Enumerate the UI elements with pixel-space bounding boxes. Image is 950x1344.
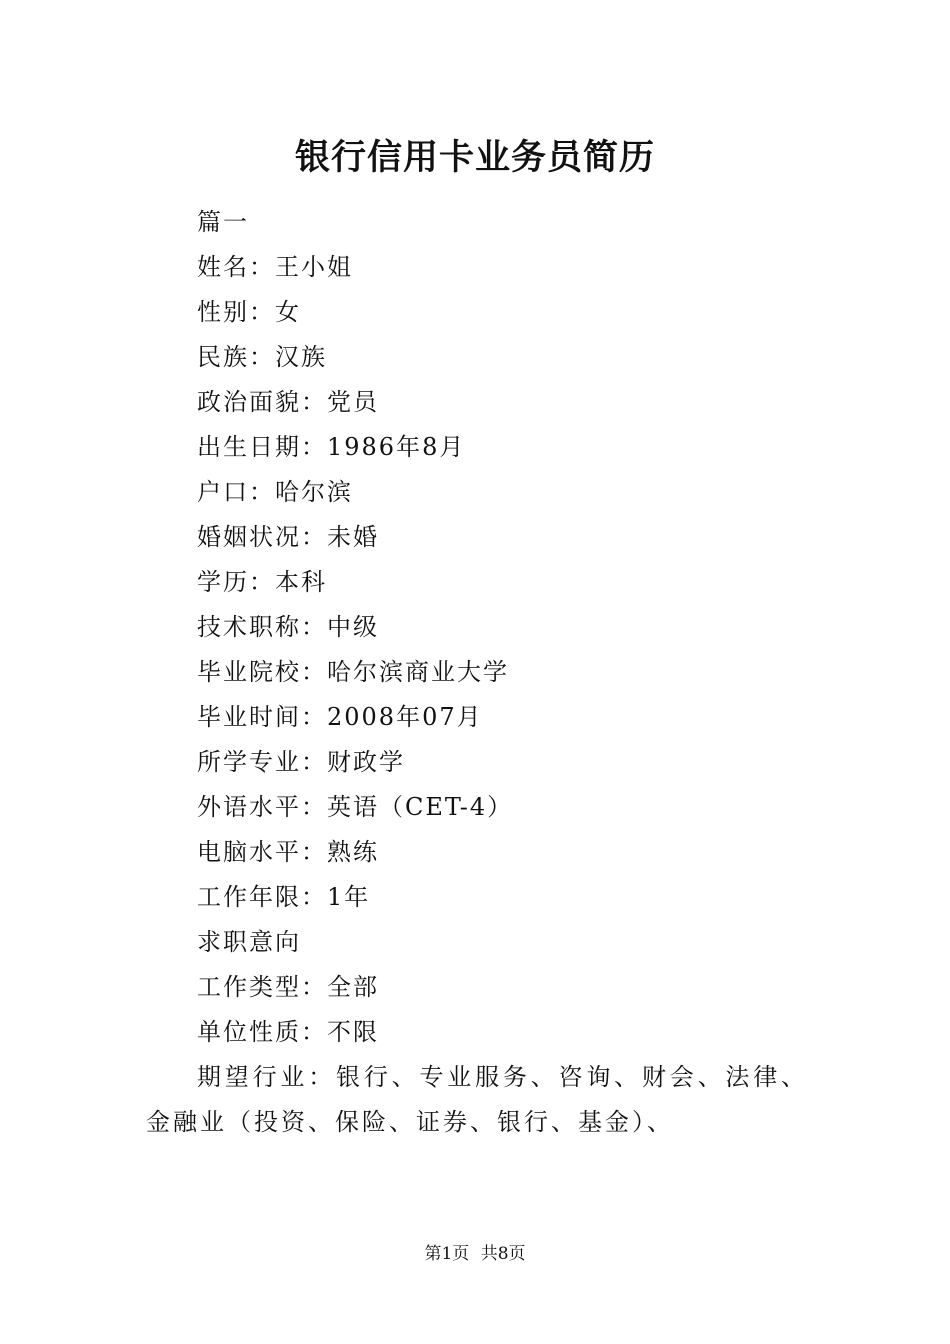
field-gender: 性别：女 — [197, 298, 301, 326]
field-job-type: 工作类型：全部 — [197, 973, 379, 1001]
section-job-intention: 求职意向 — [197, 928, 301, 956]
section-heading: 篇一 — [197, 208, 249, 236]
field-name: 姓名：王小姐 — [197, 253, 353, 281]
field-company-type: 单位性质：不限 — [197, 1018, 379, 1046]
page-number: 第1页 — [424, 1244, 470, 1264]
field-foreign-language: 外语水平：英语（CET-4） — [197, 793, 514, 821]
field-work-years: 工作年限：1年 — [197, 883, 371, 911]
field-marital-status: 婚姻状况：未婚 — [197, 523, 379, 551]
field-school: 毕业院校：哈尔滨商业大学 — [197, 658, 509, 686]
page-total: 共8页 — [480, 1244, 526, 1264]
field-expected-industry: 期望行业：银行、专业服务、咨询、财会、法律、金融业（投资、保险、证券、银行、基金）、 — [146, 1063, 808, 1136]
field-education: 学历：本科 — [197, 568, 327, 596]
field-major: 所学专业：财政学 — [197, 748, 405, 776]
page-footer — [0, 1242, 950, 1266]
field-birth-date: 出生日期：1986年8月 — [197, 433, 466, 461]
field-household-registration: 户口：哈尔滨 — [197, 478, 353, 506]
document-body — [146, 200, 808, 1145]
field-computer-skills: 电脑水平：熟练 — [197, 838, 379, 866]
document-title: 银行信用卡业务员简历 — [294, 137, 655, 178]
field-graduation-date: 毕业时间：2008年07月 — [197, 703, 483, 731]
field-political-status: 政治面貌：党员 — [197, 388, 379, 416]
field-technical-title: 技术职称：中级 — [197, 613, 379, 641]
field-ethnicity: 民族：汉族 — [197, 343, 327, 371]
